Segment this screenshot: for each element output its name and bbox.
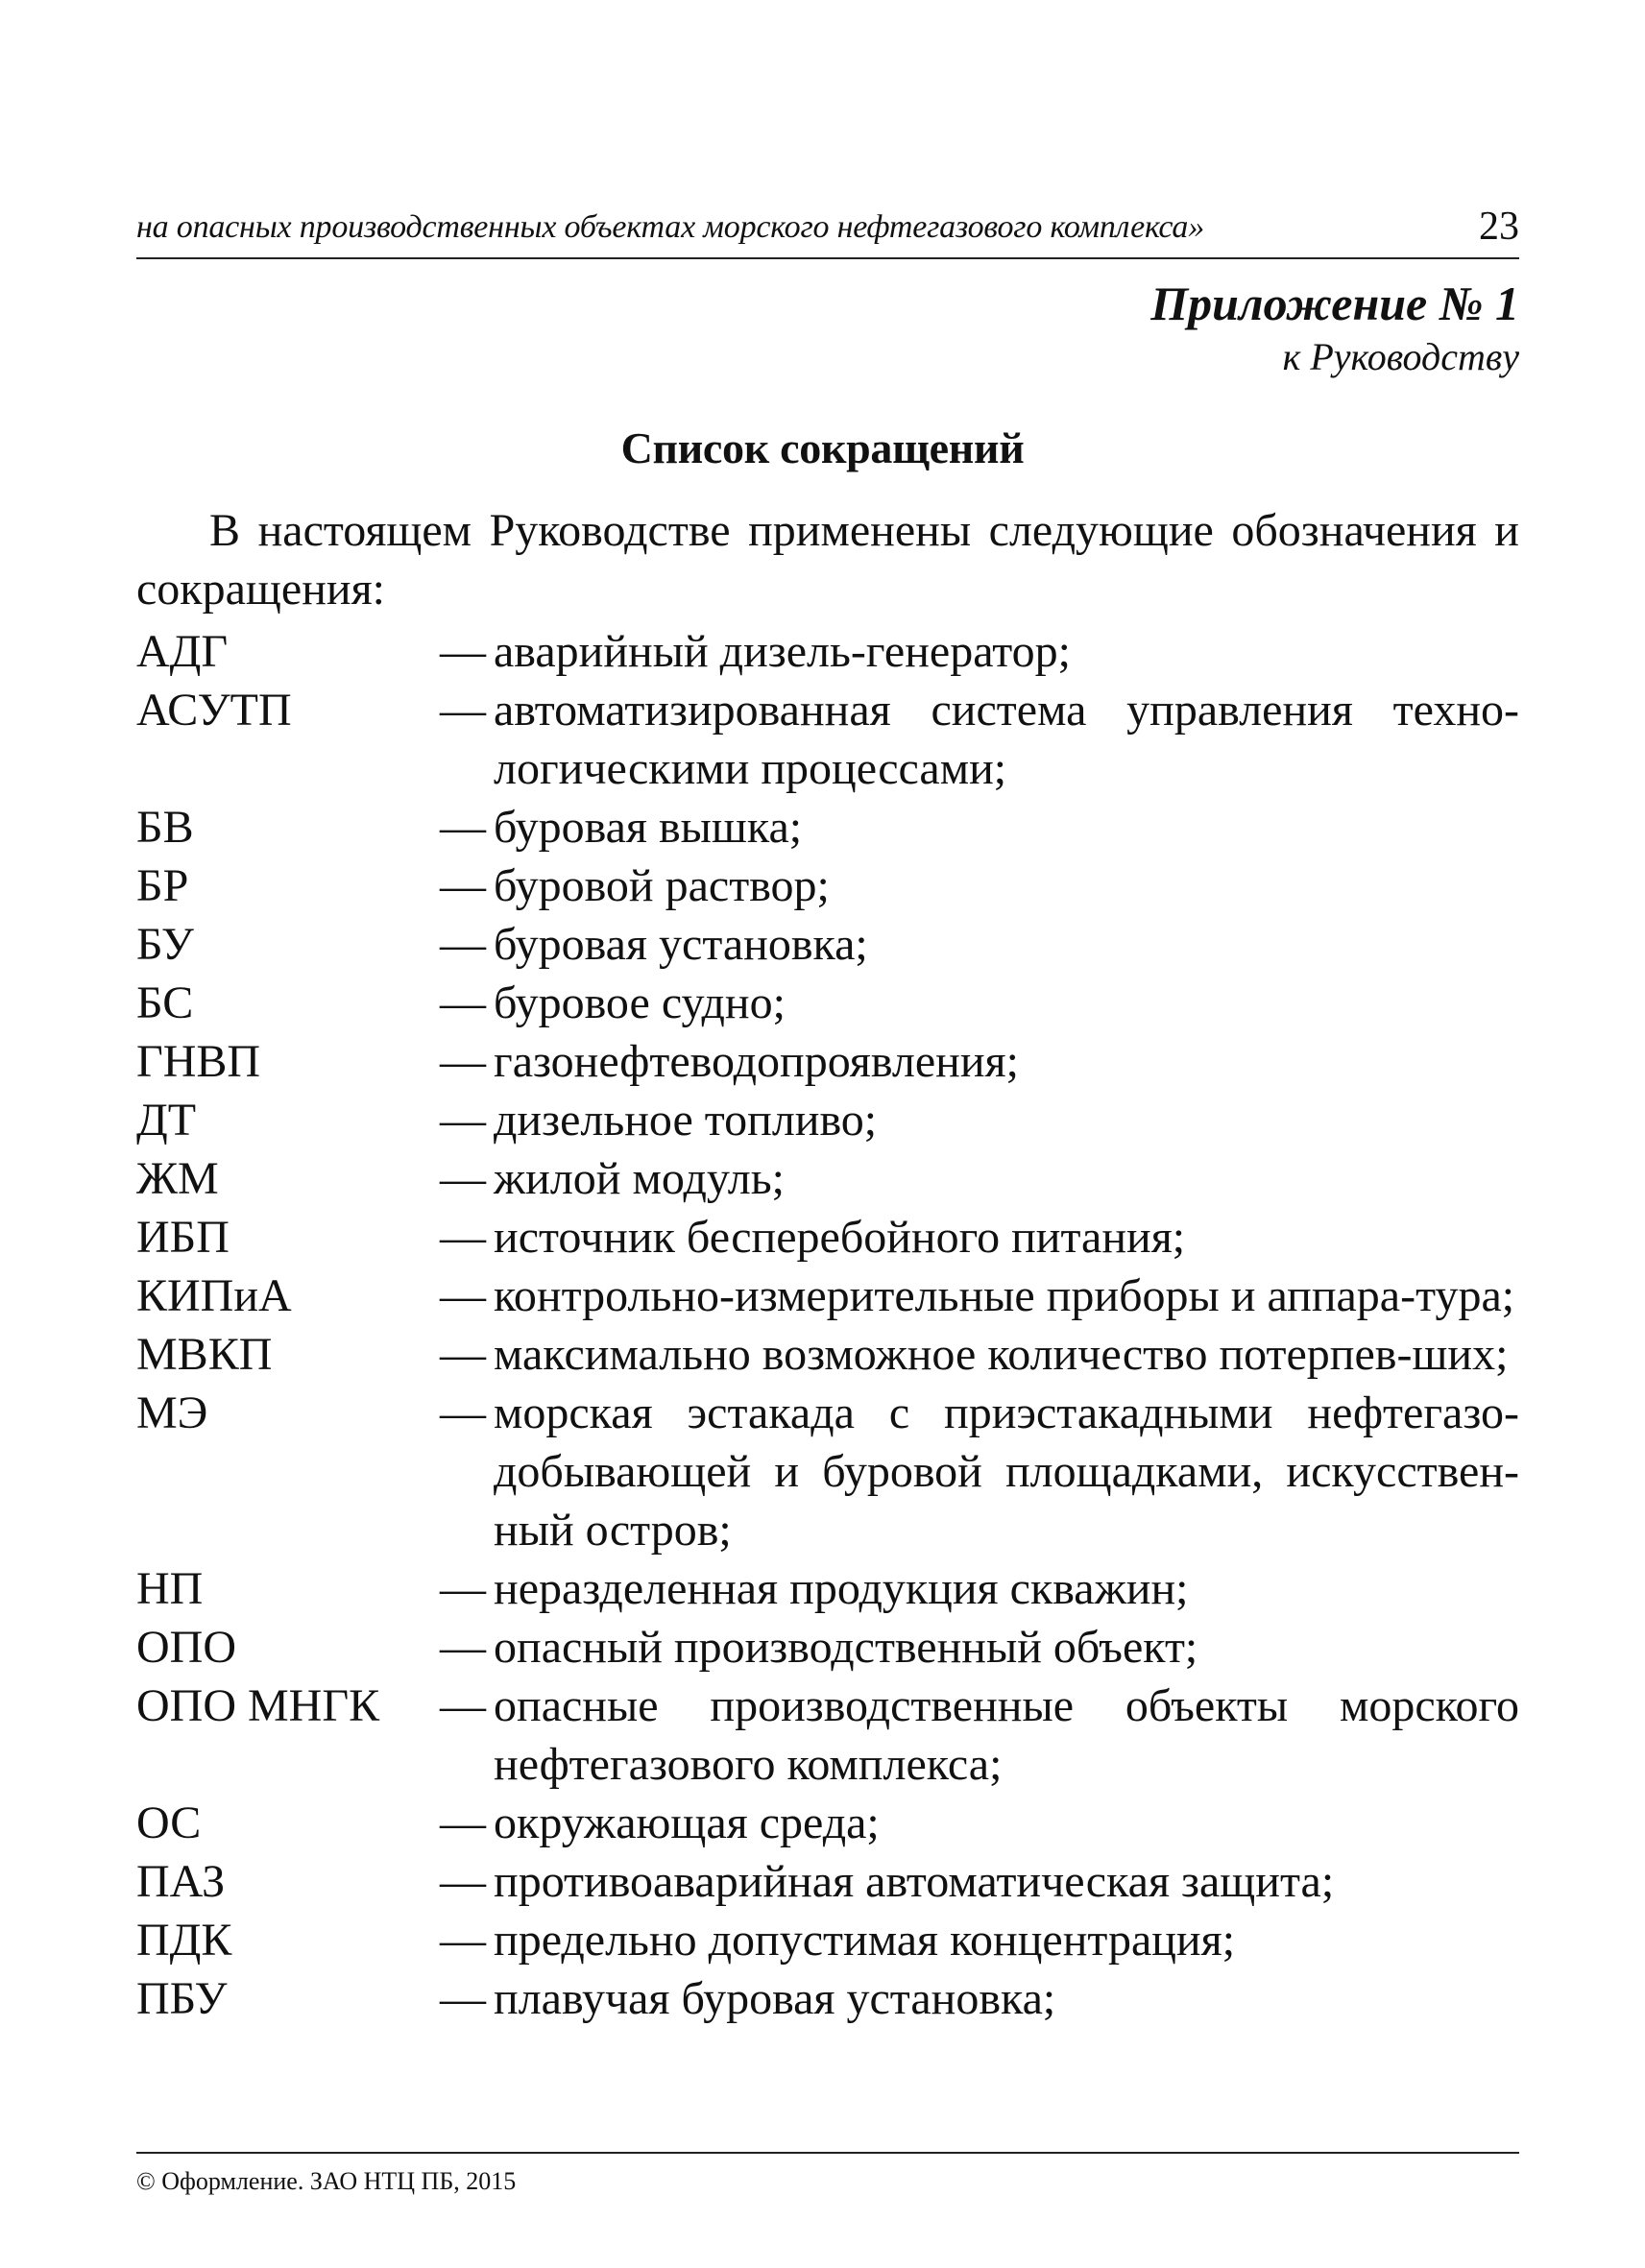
abbreviation-row <box>136 1618 1519 1677</box>
abbreviation-definition: буровой раствор; <box>494 860 830 911</box>
abbreviation-code: МЭ <box>136 1387 208 1438</box>
abbreviation-code: ПБУ <box>136 1973 228 2024</box>
abbreviation-definition: предельно допустимая концентрация; <box>494 1915 1236 1966</box>
abbreviation-code: ОПО МНГК <box>136 1680 380 1731</box>
abbreviation-dash: — <box>440 1973 486 2024</box>
abbreviation-definition: жилой модуль; <box>494 1153 785 1204</box>
abbreviation-dash: — <box>440 1095 486 1146</box>
abbreviation-definition: контрольно-измерительные приборы и аппара-тура; <box>494 1270 1515 1321</box>
abbreviation-row <box>136 1794 1519 1852</box>
abbreviation-code: ИБП <box>136 1212 230 1263</box>
abbreviation-dash: — <box>440 1387 486 1438</box>
abbreviation-dash: — <box>440 919 486 970</box>
abbreviation-code: ОС <box>136 1798 202 1848</box>
abbreviation-code: БВ <box>136 802 194 853</box>
abbreviation-dash: — <box>440 1329 486 1380</box>
abbreviation-definition: противоаварийная автоматическая защита; <box>494 1856 1335 1907</box>
running-header-title: на опасных производственных объектах морского нефтегазового комплекса» <box>136 209 1205 245</box>
abbreviation-definition: источник бесперебойного питания; <box>494 1212 1186 1263</box>
abbreviation-dash: — <box>440 1622 486 1673</box>
abbreviation-code: БР <box>136 860 189 911</box>
abbreviation-row <box>136 1911 1519 1969</box>
abbreviation-code: ЖМ <box>136 1153 219 1204</box>
appendix-subtitle: к Руководству <box>1282 335 1519 378</box>
appendix-title: Приложение № 1 <box>1150 277 1519 330</box>
abbreviation-code: НП <box>136 1563 204 1614</box>
abbreviation-row <box>136 622 1519 681</box>
abbreviation-row <box>136 974 1519 1032</box>
abbreviation-definition: автоматизированная система управления техно-логическими процессами; <box>494 685 1519 794</box>
abbreviation-row <box>136 1149 1519 1208</box>
abbreviation-dash: — <box>440 1680 486 1731</box>
abbreviation-definition: буровая установка; <box>494 919 868 970</box>
abbreviation-code: АСУТП <box>136 685 292 736</box>
abbreviation-dash: — <box>440 1856 486 1907</box>
section-heading: Список сокращений <box>620 423 1025 472</box>
abbreviation-dash: — <box>440 1036 486 1087</box>
abbreviation-definition: окружающая среда; <box>494 1798 880 1848</box>
abbreviation-row <box>136 915 1519 974</box>
abbreviation-dash: — <box>440 1212 486 1263</box>
abbreviation-definition: плавучая буровая установка; <box>494 1973 1056 2024</box>
abbreviation-row <box>136 1384 1519 1559</box>
abbreviation-dash: — <box>440 626 486 677</box>
abbreviation-dash: — <box>440 685 486 736</box>
abbreviation-list <box>136 622 1519 2028</box>
abbreviation-row <box>136 681 1519 798</box>
abbreviation-definition: неразделенная продукция скважин; <box>494 1563 1189 1614</box>
appendix-label <box>1150 271 1519 378</box>
abbreviation-row <box>136 1559 1519 1618</box>
abbreviation-definition: буровое судно; <box>494 977 786 1028</box>
abbreviation-row <box>136 1852 1519 1911</box>
abbreviation-row <box>136 857 1519 915</box>
abbreviation-definition: газонефтеводопроявления; <box>494 1036 1019 1087</box>
abbreviation-row <box>136 798 1519 857</box>
abbreviation-dash: — <box>440 977 486 1028</box>
abbreviation-code: ПАЗ <box>136 1856 226 1907</box>
abbreviation-row <box>136 1969 1519 2028</box>
abbreviation-code: БС <box>136 977 194 1028</box>
abbreviation-definition: опасный производственный объект; <box>494 1622 1198 1673</box>
abbreviation-dash: — <box>440 1153 486 1204</box>
abbreviation-row <box>136 1091 1519 1149</box>
abbreviation-dash: — <box>440 802 486 853</box>
abbreviation-row <box>136 1267 1519 1325</box>
abbreviation-code: КИПиА <box>136 1270 292 1321</box>
abbreviation-definition: буровая вышка; <box>494 802 803 853</box>
abbreviation-definition: морская эстакада с приэстакадными нефтегазо-добывающей и буровой площадками, искусствен-ный остров; <box>494 1387 1519 1556</box>
abbreviation-code: ГНВП <box>136 1036 261 1087</box>
abbreviation-definition: аварийный дизель-генератор; <box>494 626 1071 677</box>
abbreviation-code: МВКП <box>136 1329 273 1380</box>
abbreviation-definition: максимально возможное количество потерпев-ших; <box>494 1329 1509 1380</box>
running-header <box>136 204 1519 259</box>
abbreviation-dash: — <box>440 1563 486 1614</box>
abbreviation-dash: — <box>440 1798 486 1848</box>
abbreviation-definition: дизельное топливо; <box>494 1095 878 1146</box>
abbreviation-dash: — <box>440 1915 486 1966</box>
abbreviation-dash: — <box>440 1270 486 1321</box>
abbreviation-row <box>136 1208 1519 1267</box>
abbreviation-code: ДТ <box>136 1095 197 1146</box>
abbreviation-row <box>136 1032 1519 1091</box>
abbreviation-code: ОПО <box>136 1622 236 1673</box>
footer-copyright: © Оформление. ЗАО НТЦ ПБ, 2015 <box>136 2152 1519 2196</box>
abbreviation-code: ПДК <box>136 1915 232 1966</box>
abbreviation-definition: опасные производственные объекты морского нефтегазового комплекса; <box>494 1680 1519 1790</box>
intro-paragraph: В настоящем Руководстве применены следующие обозначения и сокращения: <box>136 505 1519 615</box>
abbreviation-dash: — <box>440 860 486 911</box>
abbreviation-row <box>136 1325 1519 1384</box>
page-number: 23 <box>1479 205 1519 249</box>
abbreviation-code: БУ <box>136 919 194 970</box>
abbreviation-row <box>136 1677 1519 1794</box>
abbreviation-code: АДГ <box>136 626 229 677</box>
